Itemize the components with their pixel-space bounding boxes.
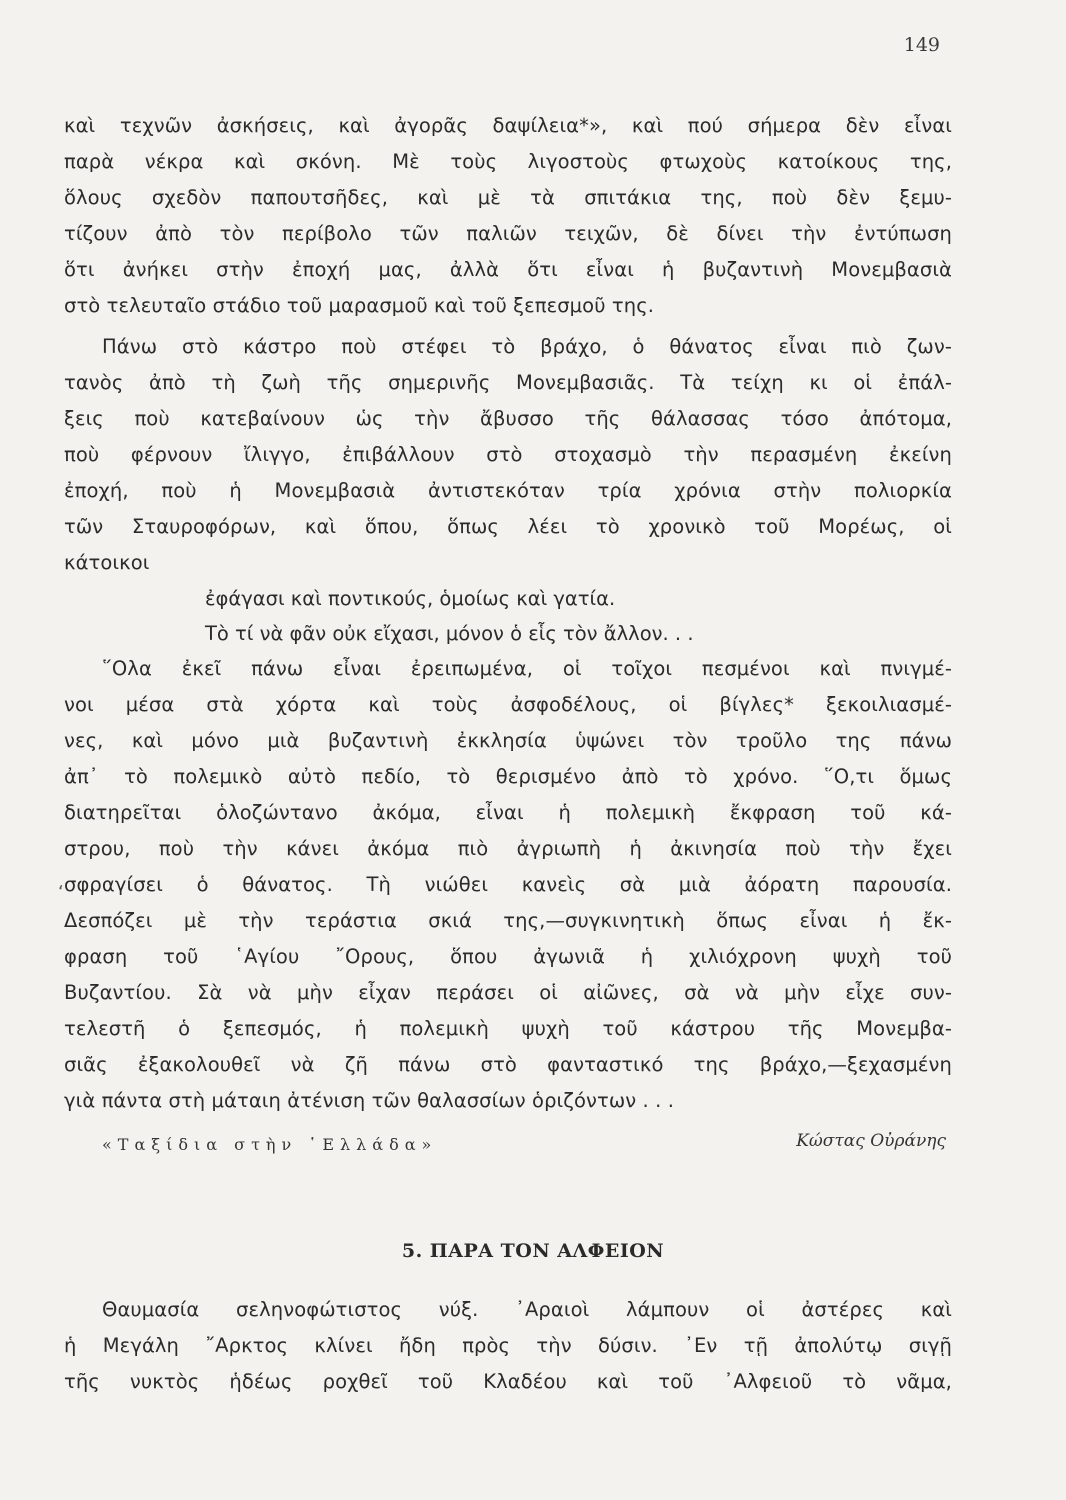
verse-line: ἐφάγασι καὶ ποντικούς, ὁμοίως καὶ γατία. (205, 587, 616, 610)
source-author: Κώστας Οὐράνης (796, 1131, 946, 1151)
verse-line: Τὸ τί νὰ φᾶν οὐκ εἴχασι, μόνον ὁ εἷς τὸν ἄλλον. . . (205, 622, 694, 645)
section-heading: 5. ΠΑΡΑ ΤΟΝ ΑΛΦΕΙΟΝ (401, 1240, 665, 1262)
text-line: κάτοικοι (64, 551, 150, 574)
text-line: στρου, ποὺ τὴν κάνει ἀκόμα πιὸ ἀγριωπὴ ἡ ἀκινησία ποὺ τὴν ἔχει (64, 837, 952, 860)
text-line: ποὺ φέρνουν ἴλιγγο, ἐπιβάλλουν στὸ στοχασμὸ τὴν περασμένη ἐκείνη (64, 443, 952, 466)
text-line: σιᾶς ἐξακολουθεῖ νὰ ζῆ πάνω στὸ φανταστικό της βράχο,—ξεχασμένη (64, 1053, 952, 1076)
text-line: Βυζαντίου. Σὰ νὰ μὴν εἶχαν περάσει οἱ αἰῶνες, σὰ νὰ μὴν εἶχε συν- (64, 981, 952, 1004)
page-number: 149 (903, 34, 940, 56)
text-line: νοι μέσα στὰ χόρτα καὶ τοὺς ἀσφοδέλους, οἱ βίγλες* ξεκοιλιασμέ- (64, 693, 952, 716)
text-line: τῆς νυκτὸς ἡδέως ροχθεῖ τοῦ Κλαδέου καὶ τοῦ ᾿Αλφειοῦ τὸ νᾶμα, (64, 1370, 952, 1393)
text-line: καὶ τεχνῶν ἀσκήσεις, καὶ ἀγορᾶς δαψίλεια*», καὶ πού σήμερα δὲν εἶναι (64, 114, 952, 137)
text-line: σφραγίσει ὁ θάνατος. Τὴ νιώθει κανεὶς σὰ μιὰ ἀόρατη παρουσία. (64, 873, 952, 896)
text-line: ῞Ολα ἐκεῖ πάνω εἶναι ἐρειπωμένα, οἱ τοῖχοι πεσμένοι καὶ πνιγμέ- (102, 657, 952, 680)
text-line: φραση τοῦ ῾Αγίου ῎Ορους, ὅπου ἀγωνιᾶ ἡ χιλιόχρονη ψυχὴ τοῦ (64, 945, 952, 968)
text-line: ἡ Μεγάλη ῎Αρκτος κλίνει ἤδη πρὸς τὴν δύσιν. ᾿Εν τῇ ἀπολύτῳ σιγῇ (64, 1334, 952, 1357)
text-line: διατηρεῖται ὁλοζώντανο ἀκόμα, εἶναι ἡ πολεμικὴ ἔκφραση τοῦ κά- (64, 801, 952, 824)
text-line: τελεστῆ ὁ ξεπεσμός, ἡ πολεμικὴ ψυχὴ τοῦ κάστρου τῆς Μονεμβα- (64, 1017, 952, 1040)
text-line: Δεσπόζει μὲ τὴν τεράστια σκιά της,—συγκινητικὴ ὅπως εἶναι ἡ ἔκ- (64, 909, 952, 932)
text-line: νες, καὶ μόνο μιὰ βυζαντινὴ ἐκκλησία ὑψώνει τὸν τροῦλο της πάνω (64, 729, 952, 752)
text-line: τανὸς ἀπὸ τὴ ζωὴ τῆς σημερινῆς Μονεμβασιᾶς. Τὰ τείχη κι οἱ ἐπάλ- (64, 371, 952, 394)
text-line: γιὰ πάντα στὴ μάταιη ἀτένιση τῶν θαλασσίων ὁριζόντων . . . (64, 1089, 675, 1112)
text-line: ὅλους σχεδὸν παπουτσῆδες, καὶ μὲ τὰ σπιτάκια της, ποὺ δὲν ξεμυ- (64, 186, 952, 209)
text-line: ἀπ᾿ τὸ πολεμικὸ αὐτὸ πεδίο, τὸ θερισμένο ἀπὸ τὸ χρόνο. ῞Ο,τι ὅμως (64, 765, 952, 788)
text-line: ὅτι ἀνήκει στὴν ἐποχή μας, ἀλλὰ ὅτι εἶναι ἡ βυζαντινὴ Μονεμβασιὰ (64, 258, 952, 281)
text-line: τίζουν ἀπὸ τὸν περίβολο τῶν παλιῶν τειχῶν, δὲ δίνει τὴν ἐντύπωση (64, 222, 952, 245)
text-line: στὸ τελευταῖο στάδιο τοῦ μαρασμοῦ καὶ τοῦ ξεπεσμοῦ της. (64, 294, 655, 317)
text-line: ξεις ποὺ κατεβαίνουν ὡς τὴν ἄβυσσο τῆς θάλασσας τόσο ἀπότομα, (64, 407, 952, 430)
text-line: Θαυμασία σεληνοφώτιστος νύξ. ᾿Αραιοὶ λάμπουν οἱ ἀστέρες καὶ (102, 1298, 952, 1321)
text-line: Πάνω στὸ κάστρο ποὺ στέφει τὸ βράχο, ὁ θάνατος εἶναι πιὸ ζων- (102, 335, 952, 358)
source-title: «Ταξίδια στὴν ῾Ελλάδα» (102, 1135, 438, 1154)
text-line: ἐποχή, ποὺ ἡ Μονεμβασιὰ ἀντιστεκόταν τρία χρόνια στὴν πολιορκία (64, 479, 952, 502)
text-line: παρὰ νέκρα καὶ σκόνη. Μὲ τοὺς λιγοστοὺς φτωχοὺς κατοίκους της, (64, 150, 952, 173)
text-line: τῶν Σταυροφόρων, καὶ ὅπου, ὅπως λέει τὸ χρονικὸ τοῦ Μορέως, οἱ (64, 515, 952, 538)
margin-mark: ‘ (58, 882, 64, 903)
